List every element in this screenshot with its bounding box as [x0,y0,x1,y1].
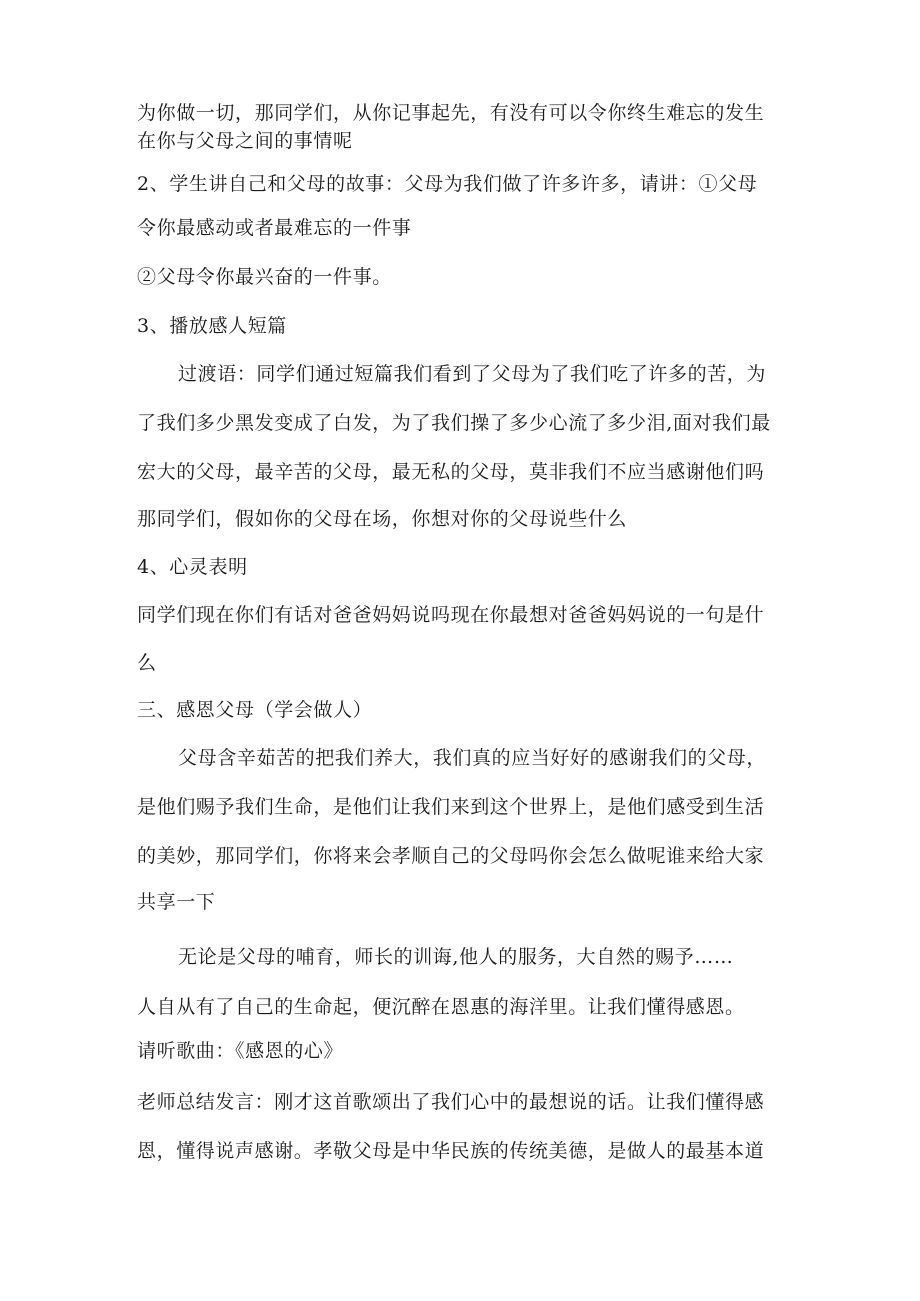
paragraph-line: ②父母令你最兴奋的一件事。 [137,266,392,288]
paragraph-line: 么 [137,652,157,674]
paragraph-line: 共享一下 [137,891,216,913]
section-heading-2: 2、学生讲自己和父母的故事：父母为我们做了许多许多，请讲：①父母 [137,173,758,195]
section-heading-three: 三、感恩父母（学会做人） [137,699,373,721]
paragraph-line: 了我们多少黑发变成了白发，为了我们操了多少心流了多少泪,面对我们最 [137,412,771,434]
paragraph-line: 那同学们，假如你的父母在场，你想对你的父母说些什么 [137,508,628,530]
paragraph-line: 父母含辛茹苦的把我们养大，我们真的应当好好的感谢我们的父母， [178,747,767,769]
paragraph-line: 恩，懂得说声感谢。孝敬父母是中华民族的传统美德，是做人的最基本道 [137,1140,765,1162]
section-heading-4: 4、心灵表明 [137,556,248,578]
paragraph-line: 令你最感动或者最难忘的一件事 [137,217,412,239]
paragraph-line: 无论是父母的哺育，师长的训诲,他人的服务，大自然的赐予…… [178,946,734,968]
paragraph-line: 请听歌曲：《感恩的心》 [137,1040,344,1062]
paragraph-line: 为你做一切，那同学们，从你记事起先，有没有可以令你终生难忘的发生 [137,102,765,124]
paragraph-line: 是他们赐予我们生命，是他们让我们来到这个世界上，是他们感受到生活 [137,796,765,818]
paragraph-line: 在你与父母之间的事情呢 [137,130,353,152]
section-heading-3: 3、播放感人短篇 [137,315,287,337]
paragraph-line: 的美妙，那同学们，你将来会孝顺自己的父母吗你会怎么做呢谁来给大家 [137,845,765,867]
paragraph-line: 人自从有了自己的生命起，便沉醉在恩惠的海洋里。让我们懂得感恩。 [137,996,745,1018]
paragraph-line: 同学们现在你们有话对爸爸妈妈说吗现在你最想对爸爸妈妈说的一句是什 [137,604,765,626]
paragraph-line: 老师总结发言：刚才这首歌颂出了我们心中的最想说的话。让我们懂得感 [137,1091,765,1113]
paragraph-line: 宏大的父母，最辛苦的父母，最无私的父母，莫非我们不应当感谢他们吗 [137,461,765,483]
paragraph-line: 过渡语：同学们通过短篇我们看到了父母为了我们吃了许多的苦，为 [178,363,767,385]
